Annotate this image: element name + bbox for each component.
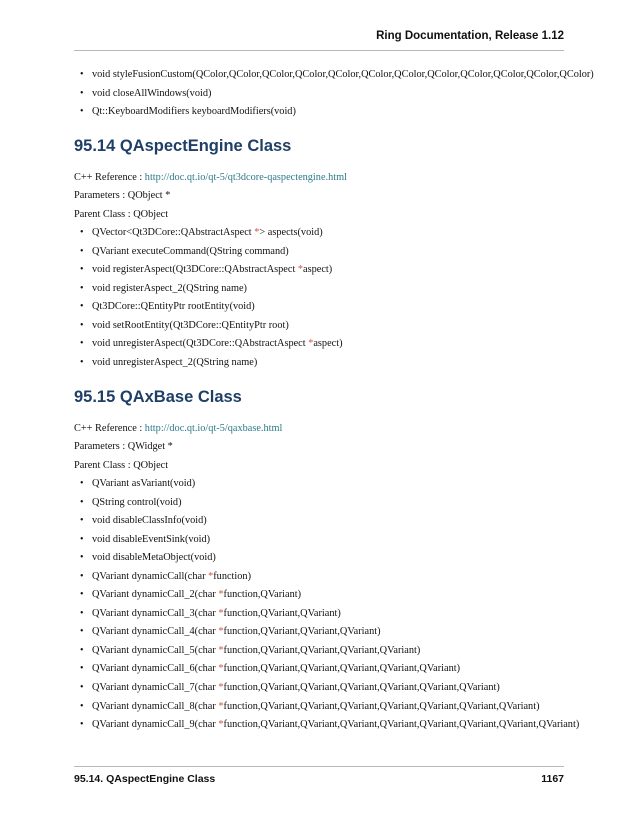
method-list	[74, 475, 580, 735]
list-item: • QVariant dynamicCall_8(char *function,QVariant,QVariant,QVariant,QVariant,QVariant,QVariant,QVariant)	[74, 698, 574, 717]
page-content	[74, 66, 594, 735]
section-qaxbase	[74, 386, 580, 735]
list-item: • Qt::KeyboardModifiers keyboardModifiers(void)	[74, 103, 574, 122]
parameters-line: Parameters : QObject *	[74, 190, 171, 202]
list-item: • Qt3DCore::QEntityPtr rootEntity(void)	[74, 298, 574, 317]
list-item: • void registerAspect(Qt3DCore::QAbstractAspect *aspect)	[74, 261, 574, 280]
cpp-reference	[74, 169, 574, 188]
list-item: • QVector<Qt3DCore::QAbstractAspect *> aspects(void)	[74, 224, 574, 243]
cpp-reference	[74, 420, 574, 439]
footer-divider	[74, 766, 564, 767]
parent-class-line: Parent Class : QObject	[74, 208, 169, 220]
list-item: • QVariant dynamicCall_3(char *function,QVariant,QVariant)	[74, 605, 574, 624]
section-heading: 95.15 QAxBase Class	[74, 387, 242, 406]
list-item: • QVariant dynamicCall_6(char *function,QVariant,QVariant,QVariant,QVariant,QVariant)	[74, 660, 574, 679]
top-method-list	[74, 66, 594, 122]
parameters-line: Parameters : QWidget *	[74, 441, 173, 453]
list-item: • void disableMetaObject(void)	[74, 549, 574, 568]
list-item: • void setRootEntity(Qt3DCore::QEntityPtr root)	[74, 317, 574, 336]
list-item: • QVariant executeCommand(QString command)	[74, 243, 574, 262]
section-heading: 95.14 QAspectEngine Class	[74, 136, 292, 155]
list-item: • void closeAllWindows(void)	[74, 85, 574, 104]
cpp-reference-link[interactable]: http://doc.qt.io/qt-5/qt3dcore-qaspectengine.html	[144, 171, 347, 183]
list-item: • QVariant dynamicCall_5(char *function,QVariant,QVariant,QVariant,QVariant)	[74, 642, 574, 661]
list-item: • void disableEventSink(void)	[74, 531, 574, 550]
list-item: • void unregisterAspect_2(QString name)	[74, 354, 574, 373]
list-item: • QVariant dynamicCall(char *function)	[74, 568, 574, 587]
list-item: • QVariant dynamicCall_2(char *function,QVariant)	[74, 586, 574, 605]
list-item: • void unregisterAspect(Qt3DCore::QAbstractAspect *aspect)	[74, 335, 574, 354]
running-header: Ring Documentation, Release 1.12	[376, 30, 564, 42]
cpp-reference-link[interactable]: http://doc.qt.io/qt-5/qaxbase.html	[144, 422, 283, 434]
list-item: • QString control(void)	[74, 494, 574, 513]
section-qaspectengine	[74, 135, 574, 373]
list-item: • QVariant asVariant(void)	[74, 475, 574, 494]
parent-class-line: Parent Class : QObject	[74, 459, 169, 471]
page-number: 1167	[541, 773, 564, 785]
list-item: • QVariant dynamicCall_7(char *function,QVariant,QVariant,QVariant,QVariant,QVariant,QVariant)	[74, 679, 574, 698]
list-item: • void styleFusionCustom(QColor,QColor,QColor,QColor,QColor,QColor,QColor,QColor,QColor,QColor,QColor,QColor)	[74, 66, 574, 85]
list-item: • void disableClassInfo(void)	[74, 512, 574, 531]
list-item: • void registerAspect_2(QString name)	[74, 280, 574, 299]
cpp-reference-label: C++ Reference :	[74, 171, 145, 183]
list-item: • QVariant dynamicCall_9(char *function,QVariant,QVariant,QVariant,QVariant,QVariant,QVariant,QVariant,QVariant)	[74, 716, 574, 735]
list-item: • QVariant dynamicCall_4(char *function,QVariant,QVariant,QVariant)	[74, 623, 574, 642]
method-list	[74, 224, 574, 372]
cpp-reference-label: C++ Reference :	[74, 422, 145, 434]
footer-section-title: 95.14. QAspectEngine Class	[74, 773, 216, 785]
header-divider	[74, 50, 564, 51]
